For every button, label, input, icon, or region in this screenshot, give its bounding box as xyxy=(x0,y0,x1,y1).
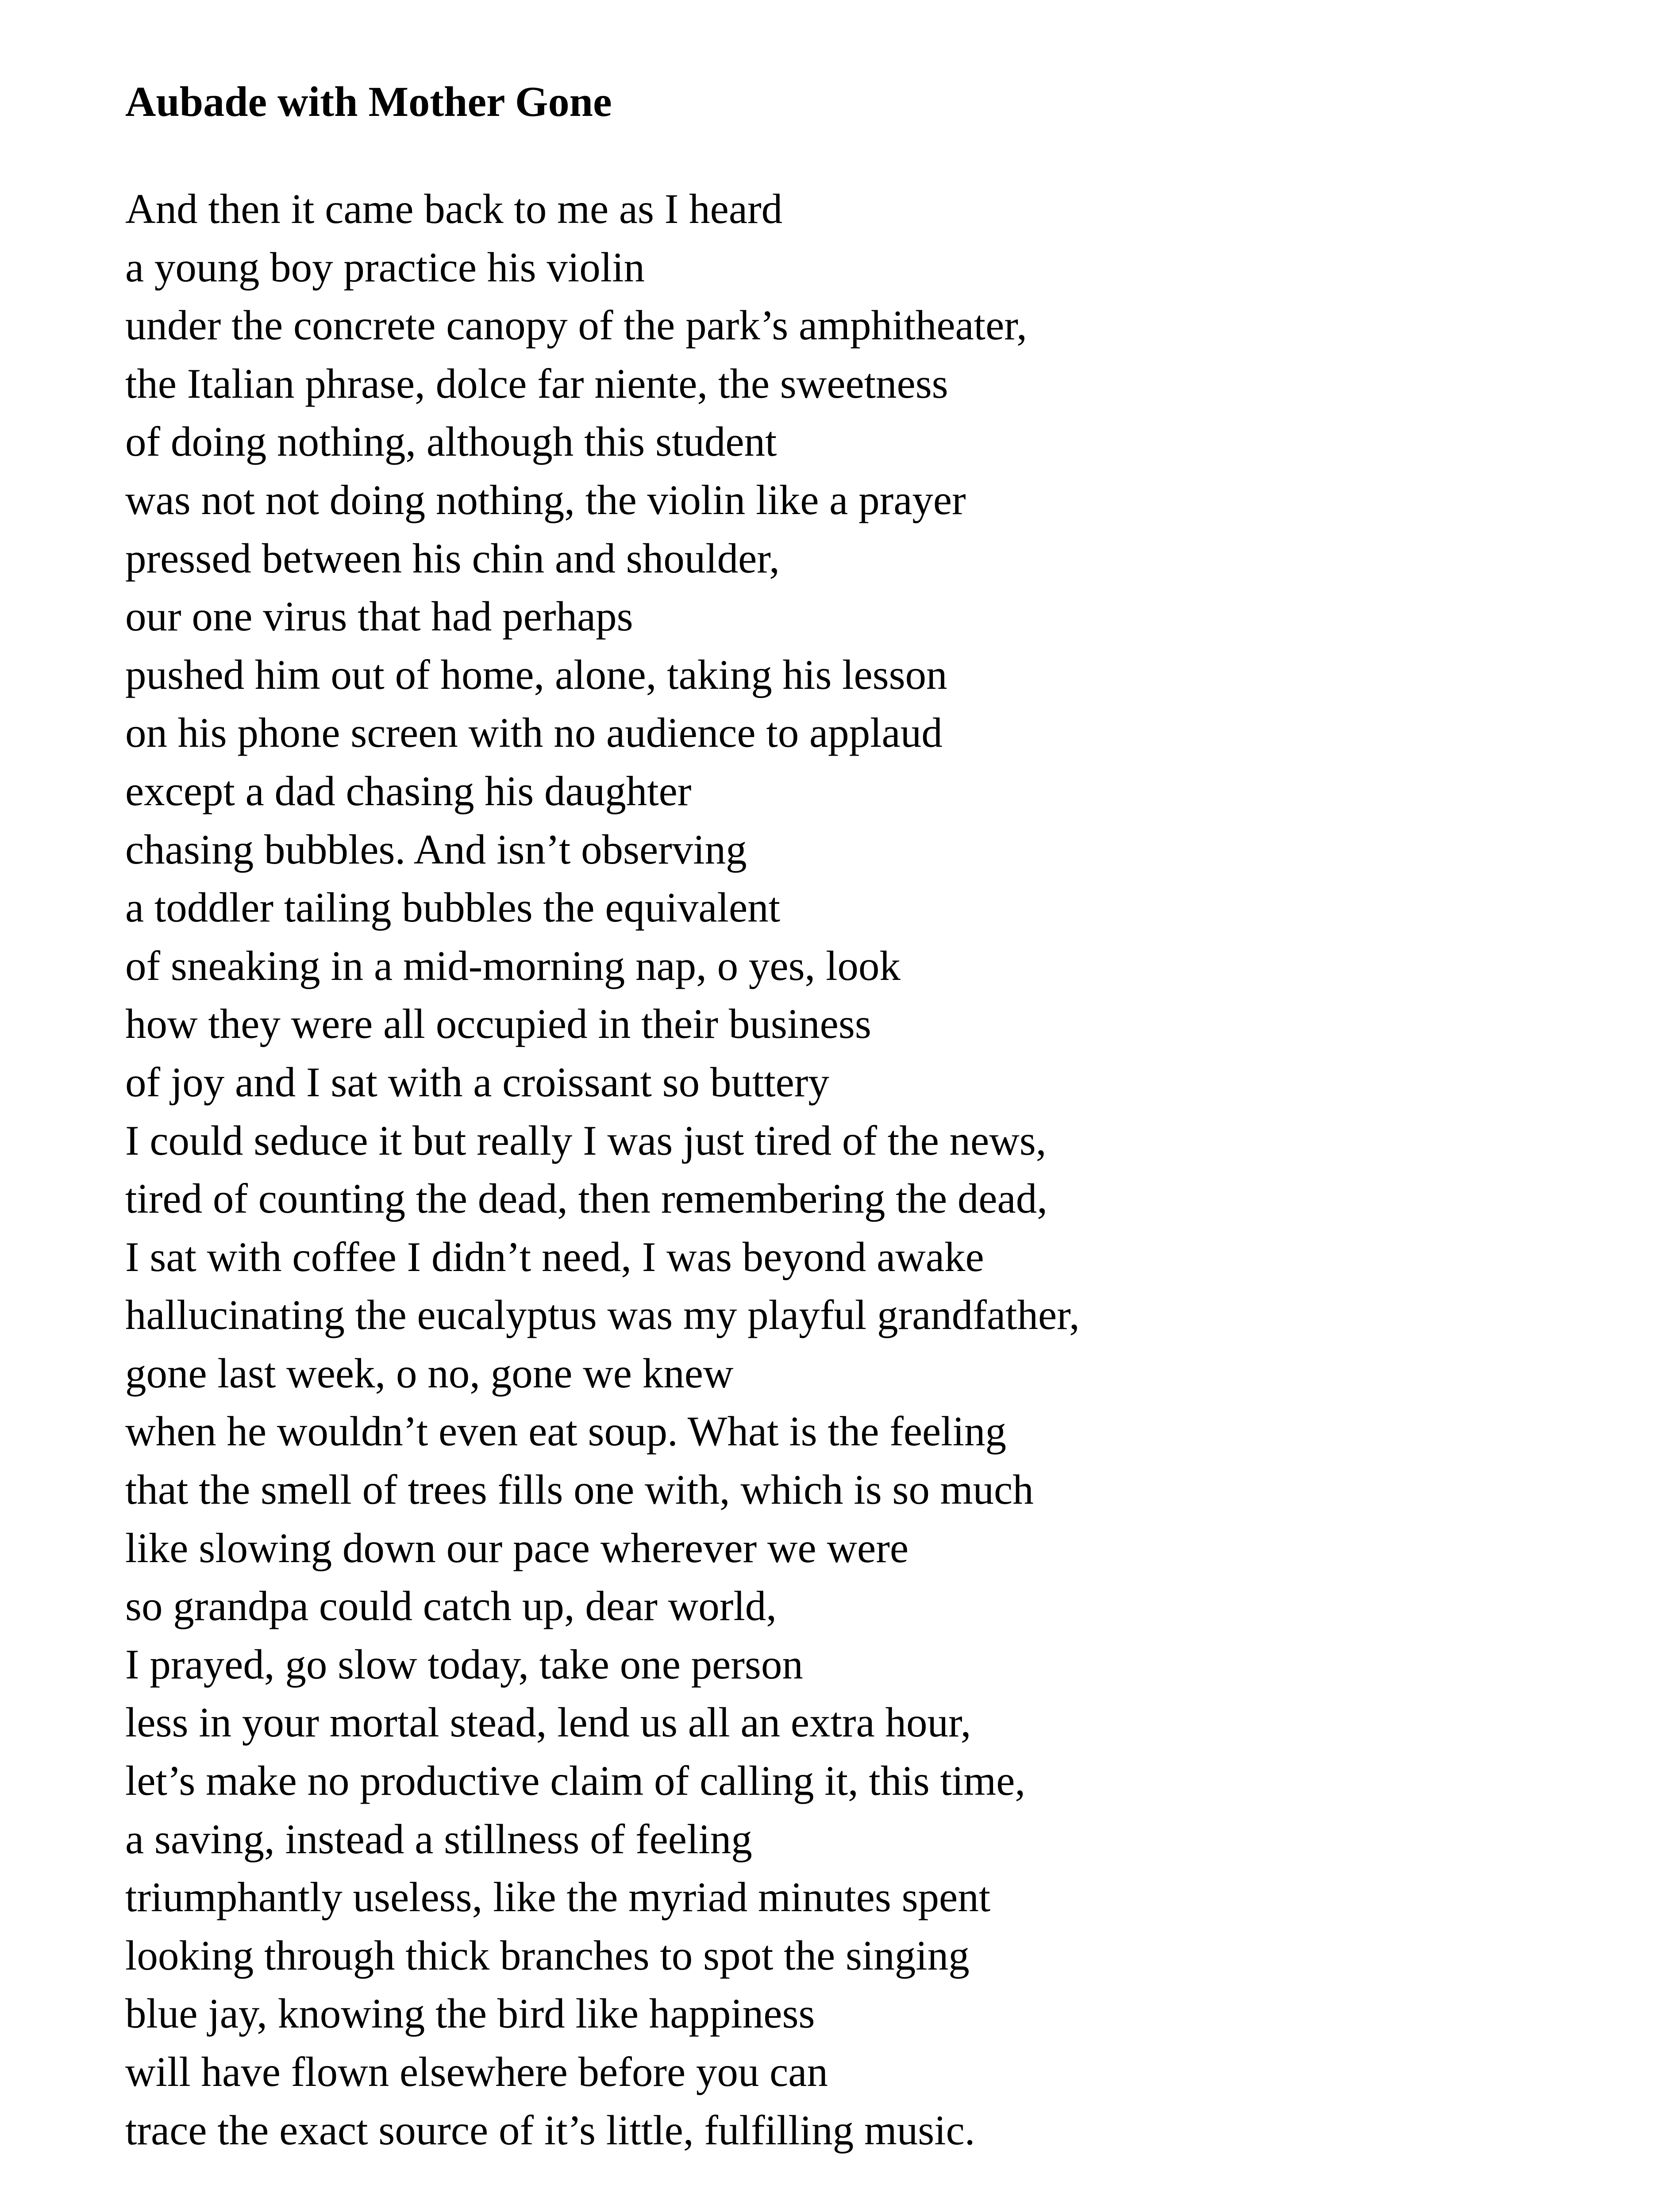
poem-line: that the smell of trees fills one with, which is so much xyxy=(125,1466,1034,1513)
poem-line: under the concrete canopy of the park’s amphitheater, xyxy=(125,302,1027,349)
poem-line: let’s make no productive claim of calling it, this time, xyxy=(125,1757,1026,1805)
poem-line: less in your mortal stead, lend us all an extra hour, xyxy=(125,1699,971,1746)
poem-line: on his phone screen with no audience to applaud xyxy=(125,709,943,757)
poem-line: pressed between his chin and shoulder, xyxy=(125,534,780,582)
poem-line: I could seduce it but really I was just tired of the news, xyxy=(125,1117,1047,1164)
poem-line: the Italian phrase, dolce far niente, the sweetness xyxy=(125,360,948,407)
poem-line: chasing bubbles. And isn’t observing xyxy=(125,826,747,873)
poem-line: when he wouldn’t even eat soup. What is the feeling xyxy=(125,1408,1006,1455)
poem-line: I sat with coffee I didn’t need, I was beyond awake xyxy=(125,1233,984,1280)
poem-line: I prayed, go slow today, take one person xyxy=(125,1640,803,1688)
poem-line: And then it came back to me as I heard xyxy=(125,185,783,232)
document-page xyxy=(125,75,1586,2159)
poem-line: will have flown elsewhere before you can xyxy=(125,2048,828,2095)
poem-line: how they were all occupied in their business xyxy=(125,1000,871,1048)
poem-line: blue jay, knowing the bird like happiness xyxy=(125,1990,815,2037)
poem-title: Aubade with Mother Gone xyxy=(125,78,612,125)
poem-line: hallucinating the eucalyptus was my playful grandfather, xyxy=(125,1291,1080,1339)
poem-line: our one virus that had perhaps xyxy=(125,593,633,640)
poem-line: triumphantly useless, like the myriad minutes spent xyxy=(125,1874,991,1921)
poem-line: a toddler tailing bubbles the equivalent xyxy=(125,884,781,931)
poem-line: pushed him out of home, alone, taking his lesson xyxy=(125,651,947,698)
poem-line: like slowing down our pace wherever we were xyxy=(125,1524,909,1571)
poem-line: was not not doing nothing, the violin like a prayer xyxy=(125,476,966,523)
poem-line: of sneaking in a mid-morning nap, o yes, look xyxy=(125,942,901,989)
poem-line: trace the exact source of it’s little, fulfilling music. xyxy=(125,2106,975,2154)
poem-line: a saving, instead a stillness of feeling xyxy=(125,1815,752,1863)
poem-line: a young boy practice his violin xyxy=(125,243,645,291)
poem-line: gone last week, o no, gone we knew xyxy=(125,1349,734,1397)
poem-line: so grandpa could catch up, dear world, xyxy=(125,1582,777,1630)
poem-body xyxy=(125,180,1586,2159)
poem-line: of joy and I sat with a croissant so buttery xyxy=(125,1058,829,1106)
poem-line: of doing nothing, although this student xyxy=(125,418,777,465)
poem-line: looking through thick branches to spot the singing xyxy=(125,1932,970,1979)
poem-line: except a dad chasing his daughter xyxy=(125,767,692,814)
poem-line: tired of counting the dead, then remembering the dead, xyxy=(125,1175,1047,1222)
